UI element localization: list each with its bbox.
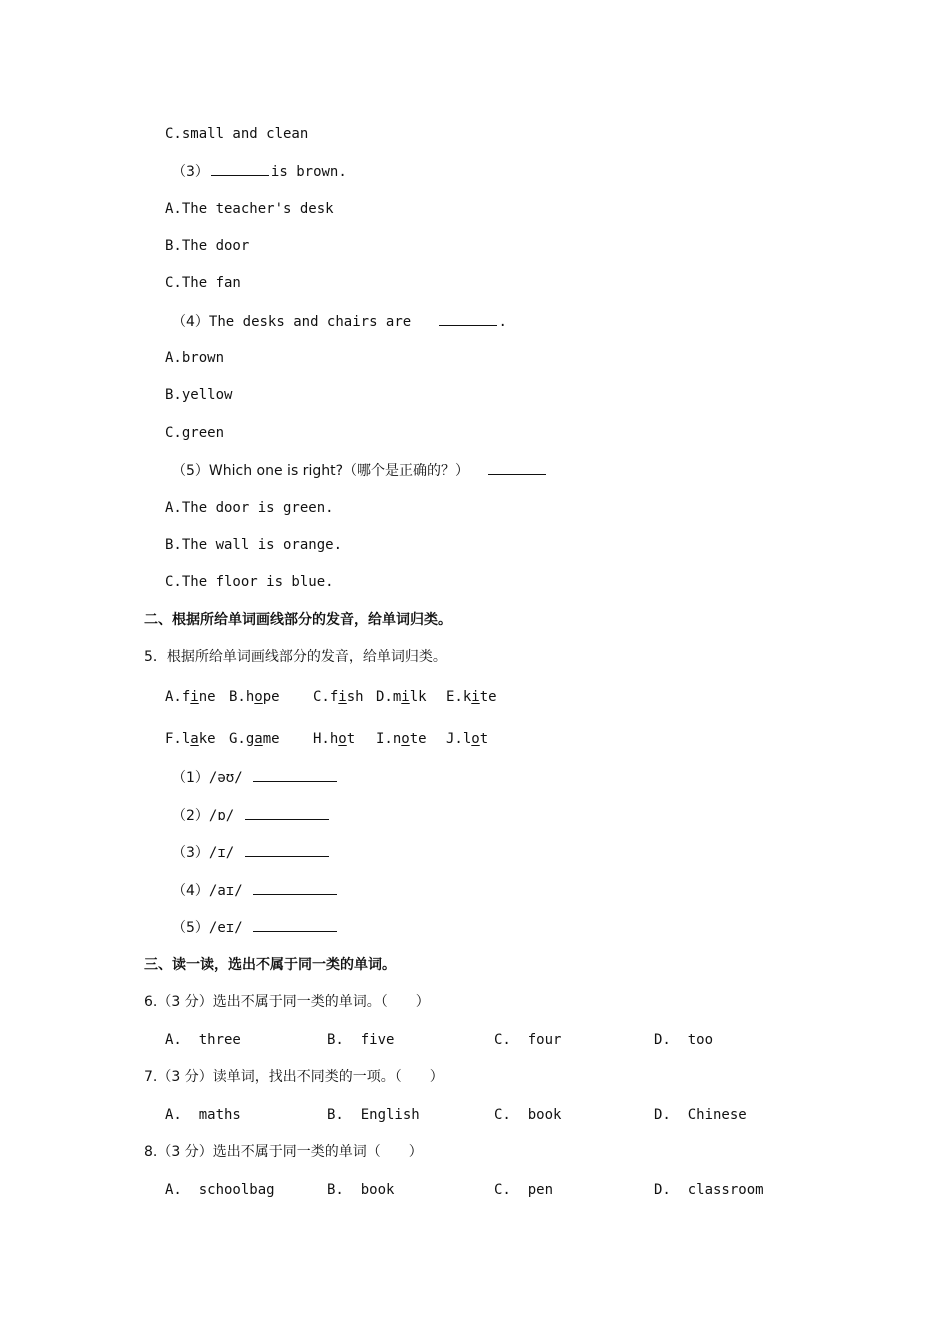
- word-part: ke: [198, 731, 216, 747]
- underlined-letter: a: [190, 731, 199, 747]
- answer-blank[interactable]: [211, 161, 269, 176]
- option-5a: A.The door is green.: [165, 500, 334, 516]
- q6-option-c[interactable]: C. four: [494, 1032, 562, 1048]
- subquestion-text: is brown.: [270, 164, 347, 180]
- sound-row-5: [172, 917, 339, 938]
- word-part: H.h: [313, 731, 339, 747]
- word-part: C.f: [313, 689, 339, 705]
- word-part: J.l: [446, 731, 472, 747]
- word-part: lk: [409, 689, 427, 705]
- word-part: F.l: [165, 731, 191, 747]
- q6-option-d[interactable]: D. too: [654, 1032, 714, 1048]
- sound-row-1: [172, 767, 339, 788]
- q8-option-d[interactable]: D. classroom: [654, 1182, 764, 1198]
- subquestion-number: （5）: [172, 463, 209, 479]
- answer-blank[interactable]: [253, 880, 337, 895]
- option-4c: C.green: [165, 425, 225, 441]
- option-4b: B.yellow: [165, 387, 233, 403]
- word-option: [446, 729, 488, 749]
- q6-option-b[interactable]: B. five: [327, 1032, 395, 1048]
- word-part: B.h: [229, 689, 255, 705]
- answer-blank[interactable]: [488, 460, 546, 475]
- underlined-letter: o: [471, 731, 480, 747]
- q7-option-b[interactable]: B. English: [327, 1107, 420, 1123]
- word-part: te: [479, 689, 497, 705]
- word-part: te: [409, 731, 427, 747]
- subquestion-5: [172, 460, 548, 481]
- subquestion-number: （4）: [172, 314, 209, 330]
- sound-number: （1）: [172, 770, 209, 786]
- answer-blank[interactable]: [253, 917, 337, 932]
- sound-row-2: [172, 805, 331, 826]
- subquestion-4: [172, 311, 507, 332]
- underlined-letter: i: [401, 689, 410, 705]
- subquestion-number: （3）: [172, 164, 209, 180]
- underlined-letter: i: [471, 689, 480, 705]
- q6-option-a[interactable]: A. three: [165, 1032, 241, 1048]
- period: .: [498, 314, 507, 330]
- word-option: [229, 729, 280, 749]
- q7-option-d[interactable]: D. Chinese: [654, 1107, 747, 1123]
- subquestion-3: [172, 161, 347, 182]
- word-part: D.m: [376, 689, 402, 705]
- word-option: [313, 729, 355, 749]
- q8-option-a[interactable]: A. schoolbag: [165, 1182, 275, 1198]
- word-part: A.f: [165, 689, 191, 705]
- word-option: [376, 687, 427, 707]
- subquestion-text: The desks and chairs are: [208, 314, 420, 330]
- underlined-letter: o: [338, 731, 347, 747]
- word-part: sh: [346, 689, 364, 705]
- option-3b: B.The door: [165, 238, 250, 254]
- underlined-letter: a: [254, 731, 263, 747]
- word-option: [446, 687, 497, 707]
- sound-row-3: [172, 842, 331, 863]
- ipa-symbol: /ɪ/: [208, 845, 235, 861]
- word-part: me: [262, 731, 280, 747]
- word-option: [313, 687, 364, 707]
- question-5-stem: 5．根据所给单词画线部分的发音，给单词归类。: [144, 649, 447, 665]
- option-4a: A.brown: [165, 350, 225, 366]
- ipa-symbol: /aɪ/: [208, 883, 243, 899]
- q8-option-b[interactable]: B. book: [327, 1182, 395, 1198]
- section-3-heading: 三、读一读，选出不属于同一类的单词。: [144, 957, 396, 973]
- underlined-letter: i: [190, 689, 199, 705]
- word-part: G.g: [229, 731, 255, 747]
- q7-option-a[interactable]: A. maths: [165, 1107, 241, 1123]
- q8-option-c[interactable]: C. pen: [494, 1182, 554, 1198]
- question-7-stem: 7.（3 分）读单词，找出不同类的一项。（ ）: [144, 1069, 444, 1085]
- sound-number: （5）: [172, 920, 209, 936]
- answer-blank[interactable]: [253, 767, 337, 782]
- section-2-heading: 二、根据所给单词画线部分的发音，给单词归类。: [144, 612, 452, 628]
- sound-row-4: [172, 880, 339, 901]
- word-option: [376, 729, 427, 749]
- option-3c: C.The fan: [165, 275, 241, 291]
- word-part: E.k: [446, 689, 472, 705]
- option-2c: C.small and clean: [165, 126, 309, 142]
- sound-number: （2）: [172, 808, 209, 824]
- question-6-stem: 6.（3 分）选出不属于同一类的单词。（ ）: [144, 994, 430, 1010]
- option-3a: A.The teacher's desk: [165, 201, 334, 217]
- subquestion-text: Which one is right?（哪个是正确的？）: [208, 463, 470, 479]
- ipa-symbol: /əʊ/: [208, 770, 243, 786]
- word-part: t: [479, 731, 489, 747]
- word-part: ne: [198, 689, 216, 705]
- sound-number: （4）: [172, 883, 209, 899]
- ipa-symbol: /eɪ/: [208, 920, 243, 936]
- sound-number: （3）: [172, 845, 209, 861]
- ipa-symbol: /ɒ/: [208, 808, 235, 824]
- q7-option-c[interactable]: C. book: [494, 1107, 562, 1123]
- question-8-stem: 8.（3 分）选出不属于同一类的单词（ ）: [144, 1144, 423, 1160]
- answer-blank[interactable]: [439, 311, 497, 326]
- option-5b: B.The wall is orange.: [165, 537, 343, 553]
- word-part: pe: [262, 689, 280, 705]
- word-option: [229, 687, 280, 707]
- underlined-letter: i: [338, 689, 347, 705]
- word-part: I.n: [376, 731, 402, 747]
- underlined-letter: o: [254, 689, 263, 705]
- option-5c: C.The floor is blue.: [165, 574, 334, 590]
- answer-blank[interactable]: [245, 842, 329, 857]
- underlined-letter: o: [401, 731, 410, 747]
- answer-blank[interactable]: [245, 805, 329, 820]
- word-part: t: [346, 731, 356, 747]
- word-option: [165, 687, 216, 707]
- word-option: [165, 729, 216, 749]
